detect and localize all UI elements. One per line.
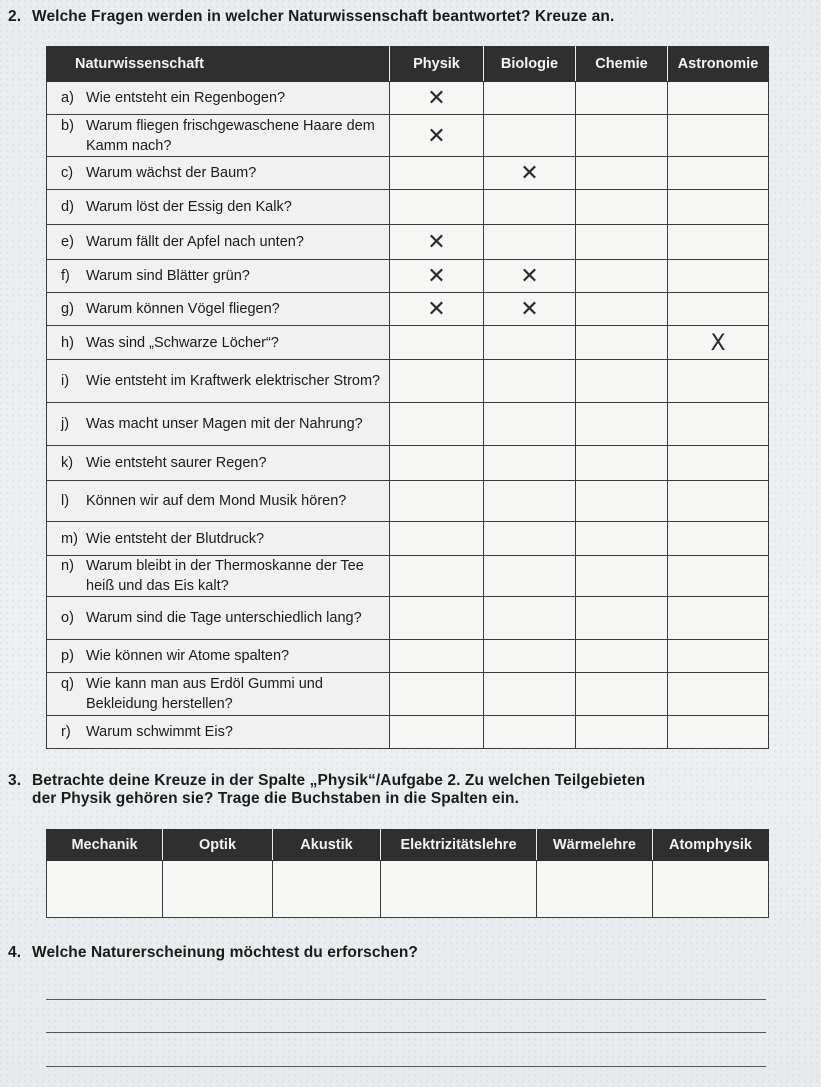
question [61, 722, 383, 742]
question-letter: g) [61, 301, 74, 317]
question-text: Warum fliegen frischgewaschene Haare dem Kamm nach? [86, 117, 375, 154]
question-text: Warum sind die Tage unterschiedlich lang? [86, 610, 362, 626]
question [61, 674, 383, 714]
subfield-answer-cell-mechanik[interactable] [47, 861, 163, 918]
checkbox-cell-physik[interactable] [390, 82, 484, 115]
question-text: Wie entsteht ein Regenbogen? [86, 90, 286, 106]
question-row [47, 82, 769, 115]
column-header-physik: Physik [390, 47, 484, 82]
question-cell [47, 522, 390, 556]
question-letter: b) [61, 117, 74, 134]
question-row [47, 326, 769, 360]
task-3-number: 3. [8, 772, 22, 789]
question-text: Warum fällt der Apfel nach unten? [86, 234, 304, 250]
question [61, 646, 383, 666]
cross-mark: ✕ [427, 264, 446, 289]
checkbox-cell-biologie[interactable] [484, 556, 576, 597]
subfield-answer-cell-atomphysik[interactable] [653, 861, 769, 918]
checkbox-cell-chemie[interactable] [576, 597, 668, 640]
question-letter: f) [61, 268, 70, 284]
answer-line-2[interactable] [46, 1032, 766, 1033]
question [61, 608, 383, 628]
cross-mark: ✕ [427, 123, 446, 149]
subfield-header-akustik: Akustik [273, 830, 381, 861]
checkbox-cell-chemie[interactable] [576, 481, 668, 522]
question-row [47, 556, 769, 597]
checkbox-cell-astronomie[interactable] [668, 260, 769, 293]
checkbox-cell-chemie[interactable] [576, 115, 668, 157]
question-letter: q) [61, 676, 74, 692]
question-cell [47, 82, 390, 115]
checkbox-cell-physik[interactable] [390, 157, 484, 190]
checkbox-cell-chemie[interactable] [576, 556, 668, 597]
question-text: Wie kann man aus Erdöl Gummi und Bekleidung herstellen? [86, 676, 323, 712]
cross-mark: ✕ [427, 230, 446, 255]
checkbox-cell-astronomie[interactable] [668, 157, 769, 190]
checkbox-cell-astronomie[interactable] [668, 597, 769, 640]
column-header-chemie: Chemie [576, 47, 668, 82]
checkbox-cell-astronomie[interactable] [668, 556, 769, 597]
checkbox-cell-chemie[interactable] [576, 360, 668, 403]
checkbox-cell-physik[interactable] [390, 556, 484, 597]
question-text: Warum wächst der Baum? [86, 165, 257, 181]
checkbox-cell-physik[interactable] [390, 260, 484, 293]
question-cell [47, 260, 390, 293]
checkbox-cell-biologie[interactable] [484, 481, 576, 522]
checkbox-cell-astronomie[interactable] [668, 403, 769, 446]
checkbox-cell-biologie[interactable] [484, 403, 576, 446]
question-cell [47, 640, 390, 673]
question [61, 299, 383, 319]
subfield-answer-cell-elektrizitaetslehre[interactable] [381, 861, 537, 918]
table-header-row [47, 47, 769, 82]
task-4-text: Welche Naturerscheinung möchtest du erforschen? [32, 944, 418, 961]
task-3-heading [8, 772, 645, 808]
checkbox-cell-physik[interactable] [390, 403, 484, 446]
checkbox-cell-chemie[interactable] [576, 225, 668, 260]
checkbox-cell-astronomie[interactable] [668, 673, 769, 716]
question-text: Wie entsteht der Blutdruck? [86, 530, 265, 547]
checkbox-cell-astronomie[interactable] [668, 293, 769, 326]
question [61, 232, 383, 252]
question-letter: h) [61, 334, 74, 351]
question-cell [47, 446, 390, 481]
checkbox-cell-biologie[interactable] [484, 640, 576, 673]
question [61, 556, 383, 596]
question-text: Was sind „Schwarze Löcher“? [86, 334, 279, 351]
checkbox-cell-chemie[interactable] [576, 640, 668, 673]
question-text: Können wir auf dem Mond Musik hören? [86, 493, 347, 509]
answer-line-3[interactable] [46, 1066, 766, 1067]
checkbox-cell-chemie[interactable] [576, 403, 668, 446]
checkbox-cell-chemie[interactable] [576, 326, 668, 360]
question [61, 529, 383, 549]
question-row [47, 481, 769, 522]
checkbox-cell-physik[interactable] [390, 446, 484, 481]
subfield-header-elektrizitaetslehre: Elektrizitätslehre [381, 830, 537, 861]
question-cell [47, 115, 390, 157]
checkbox-cell-physik[interactable] [390, 481, 484, 522]
question-row [47, 115, 769, 157]
checkbox-cell-physik[interactable] [390, 716, 484, 749]
question-cell [47, 360, 390, 403]
checkbox-cell-biologie[interactable] [484, 326, 576, 360]
question-row [47, 403, 769, 446]
checkbox-cell-physik[interactable] [390, 326, 484, 360]
checkbox-cell-astronomie[interactable] [668, 326, 769, 360]
question [61, 197, 383, 217]
subfield-answer-cell-waermelehre[interactable] [537, 861, 653, 918]
checkbox-cell-chemie[interactable] [576, 260, 668, 293]
question-text: Wie können wir Atome spalten? [86, 648, 290, 664]
cross-mark: ✕ [520, 297, 539, 322]
subfield-header-mechanik: Mechanik [47, 830, 163, 861]
checkbox-cell-astronomie[interactable] [668, 716, 769, 749]
checkbox-cell-astronomie[interactable] [668, 115, 769, 157]
column-header-naturwissenschaft: Naturwissenschaft [47, 47, 390, 82]
subfield-answer-cell-optik[interactable] [163, 861, 273, 918]
question [61, 163, 383, 183]
question [61, 116, 383, 156]
question-text: Warum können Vögel fliegen? [86, 301, 280, 317]
checkbox-cell-biologie[interactable] [484, 157, 576, 190]
subfield-header-atomphysik: Atomphysik [653, 830, 769, 861]
question-cell [47, 673, 390, 716]
question-text: Wie entsteht im Kraftwerk elektrischer Strom? [86, 373, 381, 389]
question-letter: c) [61, 165, 74, 181]
question [61, 333, 383, 353]
checkbox-cell-biologie[interactable] [484, 446, 576, 481]
question [61, 491, 383, 511]
column-header-astronomie: Astronomie [668, 47, 769, 82]
checkbox-cell-biologie[interactable] [484, 716, 576, 749]
question-cell [47, 157, 390, 190]
science-questions-table [46, 46, 769, 749]
question-cell [47, 403, 390, 446]
task-3-text-line1: Betrachte deine Kreuze in der Spalte „Physik“/Aufgabe 2. Zu welchen Teilgebieten [32, 772, 646, 789]
question-text: Wie entsteht saurer Regen? [86, 455, 267, 471]
task-2-heading [8, 8, 614, 26]
subfields-header-row [47, 830, 769, 861]
checkbox-cell-physik[interactable] [390, 225, 484, 260]
task-3-text-line2: der Physik gehören sie? Trage die Buchstaben in die Spalten ein. [32, 790, 520, 807]
question-cell [47, 556, 390, 597]
question-row [47, 640, 769, 673]
checkbox-cell-chemie[interactable] [576, 446, 668, 481]
question-row [47, 522, 769, 556]
subfield-answer-cell-akustik[interactable] [273, 861, 381, 918]
checkbox-cell-physik[interactable] [390, 115, 484, 157]
question-cell [47, 225, 390, 260]
checkbox-cell-astronomie[interactable] [668, 360, 769, 403]
answer-line-1[interactable] [46, 999, 766, 1000]
question-letter: d) [61, 199, 74, 215]
checkbox-cell-chemie[interactable] [576, 293, 668, 326]
checkbox-cell-physik[interactable] [390, 640, 484, 673]
checkbox-cell-biologie[interactable] [484, 293, 576, 326]
checkbox-cell-chemie[interactable] [576, 190, 668, 225]
checkbox-cell-biologie[interactable] [484, 225, 576, 260]
checkbox-cell-biologie[interactable] [484, 597, 576, 640]
question-cell [47, 597, 390, 640]
question-text: Warum bleibt in der Thermoskanne der Tee heiß und das Eis kalt? [86, 558, 364, 594]
question-text: Warum löst der Essig den Kalk? [86, 199, 292, 215]
checkbox-cell-biologie[interactable] [484, 360, 576, 403]
question-row [47, 293, 769, 326]
question-letter: l) [61, 493, 70, 509]
checkbox-cell-physik[interactable] [390, 673, 484, 716]
question-text: Was macht unser Magen mit der Nahrung? [86, 416, 363, 432]
question-letter: k) [61, 455, 74, 471]
question-letter: i) [61, 373, 70, 389]
question-letter: n) [61, 558, 74, 574]
checkbox-cell-biologie[interactable] [484, 673, 576, 716]
question-letter: e) [61, 234, 74, 250]
cross-mark: ✕ [520, 264, 539, 289]
checkbox-cell-chemie[interactable] [576, 522, 668, 556]
cross-mark: X [710, 330, 726, 356]
checkbox-cell-biologie[interactable] [484, 82, 576, 115]
checkbox-cell-physik[interactable] [390, 293, 484, 326]
question-row [47, 260, 769, 293]
checkbox-cell-astronomie[interactable] [668, 522, 769, 556]
cross-mark: ✕ [427, 86, 446, 111]
question-row [47, 360, 769, 403]
checkbox-cell-astronomie[interactable] [668, 446, 769, 481]
checkbox-cell-physik[interactable] [390, 522, 484, 556]
cross-mark: ✕ [520, 161, 539, 186]
checkbox-cell-astronomie[interactable] [668, 481, 769, 522]
task-2-text: Welche Fragen werden in welcher Naturwissenschaft beantwortet? Kreuze an. [32, 8, 615, 25]
checkbox-cell-astronomie[interactable] [668, 640, 769, 673]
question-row [47, 157, 769, 190]
question-cell [47, 190, 390, 225]
subfield-header-waermelehre: Wärmelehre [537, 830, 653, 861]
question-text: Warum schwimmt Eis? [86, 724, 233, 740]
checkbox-cell-chemie[interactable] [576, 82, 668, 115]
question-cell [47, 293, 390, 326]
checkbox-cell-astronomie[interactable] [668, 190, 769, 225]
checkbox-cell-biologie[interactable] [484, 115, 576, 157]
checkbox-cell-chemie[interactable] [576, 716, 668, 749]
checkbox-cell-chemie[interactable] [576, 673, 668, 716]
question-letter: p) [61, 648, 74, 664]
task-2-number: 2. [8, 8, 22, 25]
task-4-heading [8, 944, 418, 962]
question-cell [47, 326, 390, 360]
question-letter: a) [61, 90, 74, 106]
question-letter: m) [61, 530, 78, 547]
checkbox-cell-physik[interactable] [390, 190, 484, 225]
checkbox-cell-astronomie[interactable] [668, 82, 769, 115]
task-4-number: 4. [8, 944, 22, 961]
question [61, 371, 383, 391]
question-row [47, 673, 769, 716]
question-row [47, 716, 769, 749]
checkbox-cell-chemie[interactable] [576, 157, 668, 190]
question-letter: o) [61, 610, 74, 626]
question-cell [47, 716, 390, 749]
question [61, 453, 383, 473]
question-row [47, 597, 769, 640]
question-letter: r) [61, 724, 71, 740]
question [61, 266, 383, 286]
column-header-biologie: Biologie [484, 47, 576, 82]
checkbox-cell-biologie[interactable] [484, 190, 576, 225]
question [61, 414, 383, 434]
question-text: Warum sind Blätter grün? [86, 268, 250, 284]
question [61, 88, 383, 108]
question-row [47, 190, 769, 225]
checkbox-cell-physik[interactable] [390, 597, 484, 640]
checkbox-cell-astronomie[interactable] [668, 225, 769, 260]
checkbox-cell-physik[interactable] [390, 360, 484, 403]
question-row [47, 225, 769, 260]
question-letter: j) [61, 416, 70, 432]
subfield-header-optik: Optik [163, 830, 273, 861]
checkbox-cell-biologie[interactable] [484, 260, 576, 293]
subfields-answer-row [47, 861, 769, 918]
checkbox-cell-biologie[interactable] [484, 522, 576, 556]
question-row [47, 446, 769, 481]
physics-subfields-table [46, 829, 769, 918]
question-cell [47, 481, 390, 522]
cross-mark: ✕ [427, 297, 446, 322]
